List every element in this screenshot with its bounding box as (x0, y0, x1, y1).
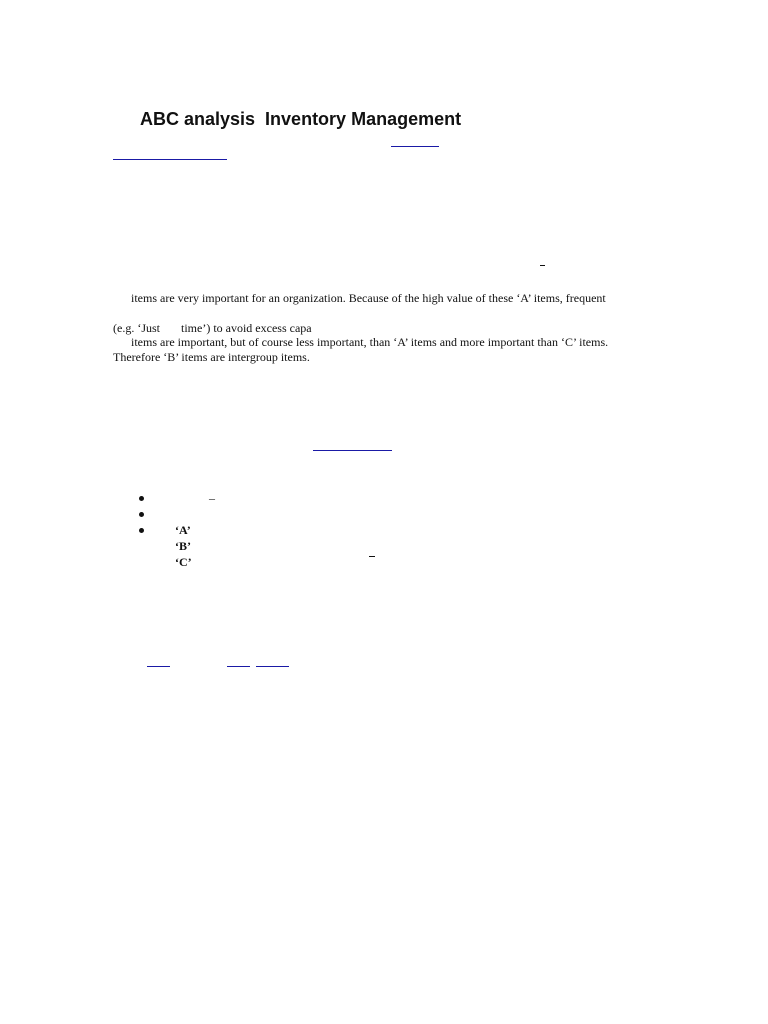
bullet-label-a: ‘A’ (175, 523, 191, 537)
list-item (137, 522, 192, 569)
bullet-icon (139, 528, 144, 533)
hyperlink-underline-3[interactable] (313, 450, 392, 451)
paragraph-a-tail: (e.g. ‘Just time’) to avoid excess capa (113, 321, 312, 335)
paragraph-a-line: items are very important for an organization. Because of the high value of these ‘A’ items, frequent (131, 291, 606, 305)
list-item (137, 506, 192, 553)
hyperlink-underline-4[interactable] (147, 666, 170, 667)
paragraph-b-line-1: items are important, but of course less important, than ‘A’ items and more important than ‘C’ items. (131, 335, 609, 349)
bullet-suffix-a: – (209, 491, 215, 505)
abc-category-list (137, 490, 215, 569)
paragraph-b-line-2: Therefore ‘B’ items are intergroup items. (113, 350, 310, 364)
document-title: ABC analysis Inventory Management (140, 109, 462, 129)
hyperlink-underline-2[interactable] (113, 159, 227, 160)
hyperlink-underline-5[interactable] (227, 666, 250, 667)
list-item (137, 490, 215, 537)
bullet-icon (139, 512, 144, 517)
bullet-label-c: ‘C’ (175, 555, 192, 569)
bullet-label-b: ‘B’ (175, 539, 191, 553)
dash-mark-1 (540, 265, 545, 266)
dash-mark-2 (369, 556, 375, 557)
hyperlink-underline-1[interactable] (391, 146, 439, 147)
bullet-icon (139, 496, 144, 501)
hyperlink-underline-6[interactable] (256, 666, 289, 667)
